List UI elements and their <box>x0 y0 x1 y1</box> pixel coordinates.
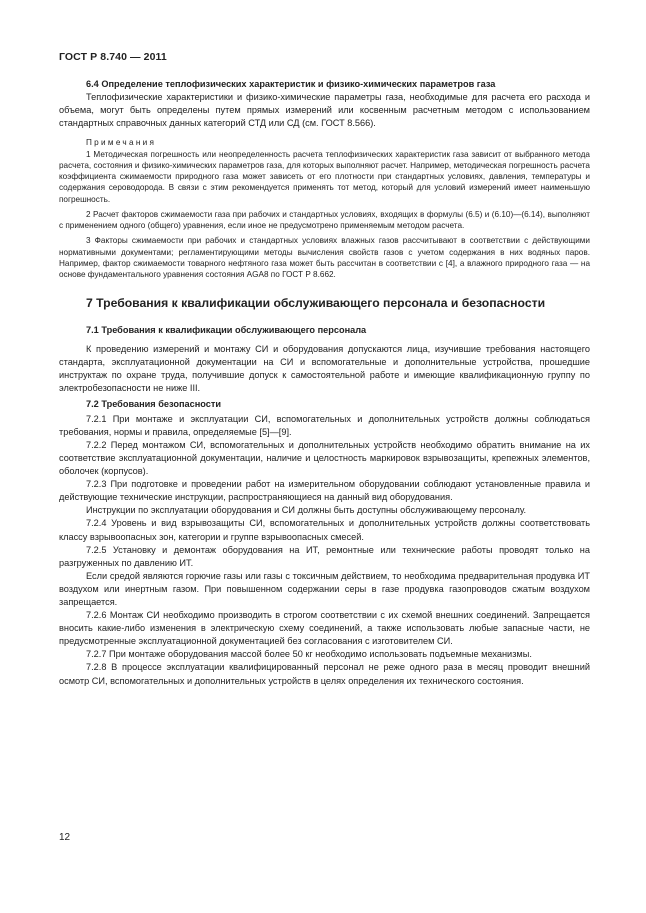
paragraph-7-2-6: 7.2.6 Монтаж СИ необходимо производить в строгом соответствии с их схемой внешних соединений. Запрещается вносить какие-либо изменения в электрическую схему соединений, а также использовать любые запасные части, не предусмотренные эксплуатационной документацией без согласования с изготовителем СИ. <box>59 610 590 647</box>
notes-label: Примечания <box>86 138 157 148</box>
document-header: ГОСТ Р 8.740 — 2011 <box>59 51 167 63</box>
note-3: 3 Факторы сжимаемости при рабочих и стандартных условиях влажных газов рассчитывают в соответствии с действующими нормативными документами; регламентирующими методы вычисления свойств газов с учетом содержания в них водяных паров. Например, фактор сжимаемости товарного нефтяного газа может быть рассчитан в соответствии с [4], а влажного природного газа — на основе фундаментального уравнения состояния AGA8 по ГОСТ Р 8.662. <box>59 236 590 279</box>
page-content <box>59 78 590 688</box>
section-7-1-heading: 7.1 Требования к квалификации обслуживающего персонала <box>86 325 367 336</box>
section-6-4-heading: 6.4 Определение теплофизических характеристик и физико-химических параметров газа <box>86 79 496 89</box>
paragraph-7-2-7: 7.2.7 При монтаже оборудования массой более 50 кг необходимо использовать подъемные механизмы. <box>86 649 532 660</box>
section-6-4-paragraph: Теплофизические характеристики и физико-химические параметры газа, необходимые для расчета его расхода и объема, могут быть определены путем прямых измерений или косвенным расчетным методом с использованием стандартных справочных данных категорий СТД или СД (см. ГОСТ 8.566). <box>59 92 590 129</box>
paragraph-7-2-2: 7.2.2 Перед монтажом СИ, вспомогательных и дополнительных устройств необходимо обратить внимание на их соответствие эксплуатационной документации, наличие и целостность маркировок взрывозащиты, крепежных элементов, оболочек (корпусов). <box>59 439 590 477</box>
page-number: 12 <box>59 832 71 843</box>
paragraph-7-2-4: 7.2.4 Уровень и вид взрывозащиты СИ, вспомогательных и дополнительных устройств должны соответствовать классу взрывоопасных зон, категории и группе взрывоопасных смесей. <box>59 518 590 542</box>
paragraph-7-2-5: 7.2.5 Установку и демонтаж оборудования на ИТ, ремонтные или технические работы проводят только на разгруженных по давлению ИТ. <box>59 544 590 568</box>
section-7-2-heading: 7.2 Требования безопасности <box>86 398 222 409</box>
paragraph-7-2-3-cont: Инструкции по эксплуатации оборудования и СИ должны быть доступны обслуживающему персоналу. <box>86 505 527 516</box>
note-1: 1 Методическая погрешность или неопределенность расчета теплофизических характеристик газа зависит от выбранного метода расчета, состояния и физико-химических параметров газа, для которых выполняют расчет. Например, методическая погрешность расчета коэффициента сжимаемости природного газа может зависеть от его плотности при стандартных условиях, давления, температуры и содержания сероводорода. В связи с этим рекомендуется применять тот метод, который для условий измерений имеет наименьшую погрешность. <box>59 149 590 204</box>
paragraph-7-2-1: 7.2.1 При монтаже и эксплуатации СИ, вспомогательных и дополнительных устройств должны соблюдаться требования, нормы и правила, определяемые [5]—[9]. <box>59 413 590 437</box>
paragraph-7-2-5-cont: Если средой являются горючие газы или газы с токсичным действием, то необходима предварительная продувка ИТ воздухом или инертным газом. При повышенном содержании серы в газе продувка газопроводов сжатым воздухом запрещается. <box>59 570 590 607</box>
section-7-1-paragraph: К проведению измерений и монтажу СИ и оборудования допускаются лица, изучившие требования настоящего стандарта, эксплуатационной документации на СИ и вспомогательные и дополнительные устройства, прошедшие инструктаж по охране труда, получившие допуск к самостоятельной работе и имеющие квалификационную группу по электробезопасности не ниже III. <box>59 344 590 394</box>
paragraph-7-2-8: 7.2.8 В процессе эксплуатации квалифицированный персонал не реже одного раза в месяц проводит внешний осмотр СИ, вспомогательных и дополнительных устройств в целях определения их технического состояния. <box>59 662 590 686</box>
section-7-heading: 7 Требования к квалификации обслуживающего персонала и безопасности <box>86 296 546 311</box>
note-2: 2 Расчет факторов сжимаемости газа при рабочих и стандартных условиях, входящих в формулы (6.5) и (6.10)—(6.14), выполняют с применением одного (общего) уравнения, если иное не предусмотрено применяемым методом расчета. <box>59 209 590 231</box>
paragraph-7-2-3: 7.2.3 При подготовке и проведении работ на измерительном оборудовании соблюдают установленные правила и действующие технические инструкции, распространяющиеся на данный вид оборудования. <box>59 479 590 503</box>
